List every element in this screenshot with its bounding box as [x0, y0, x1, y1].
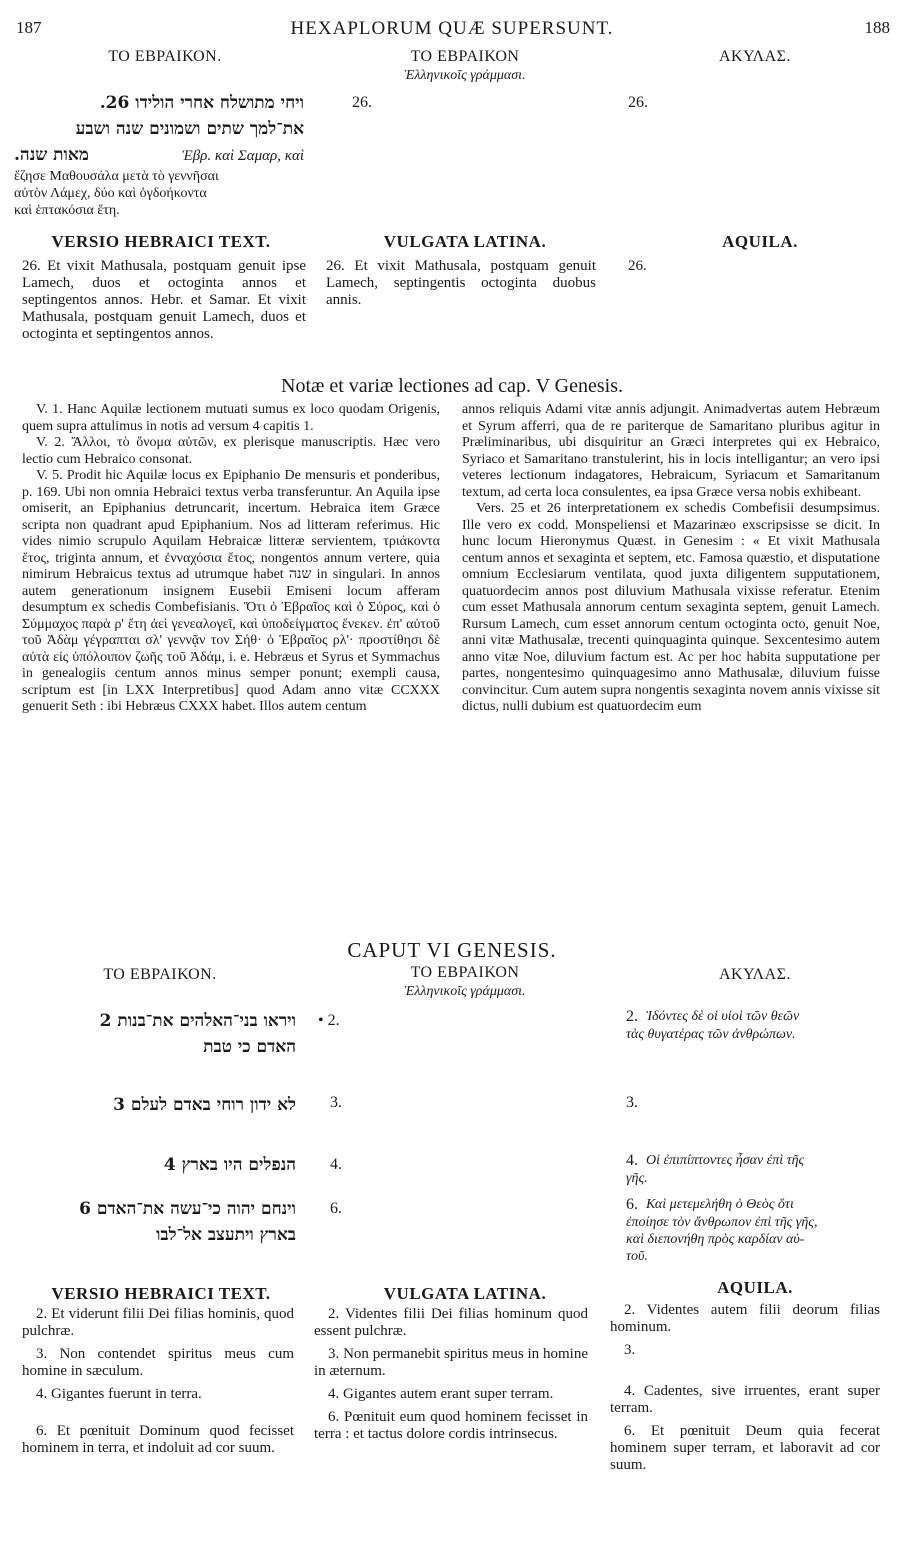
col-head-hebrew: ΤΟ ΕΒΡΑΙΚΟΝ. — [108, 48, 222, 65]
vulgata-verse: 2. Videntes filii Dei filias hominum quod essent pulchræ. — [314, 1306, 588, 1339]
running-title: HEXAPLORUM QUÆ SUPERSUNT. — [290, 18, 614, 39]
col-subhead-greek-letters: Ἑλληνικοῖς γράμμασι. — [404, 68, 526, 83]
hebrew-line: לא ידון רוחי באדם לעלם 3 — [113, 1095, 296, 1115]
note-paragraph: V. 5. Prodit hic Aquilæ locus ex Epiphanio De mensuris et ponderibus, p. 169. Ubi non omnia Hebraici textus verba transferuntur. An Aquila ipse omiserit, an Epiphanius detruncarit, incertum. Hebraica item Græce scripta non quadrant apud Epiphanium. Nos ad litteram referimus. Hic vides nimio scrupulo Aquilam Hebraicæ litteræ servientem, τριάκοντα ἔτος, triginta annum, et ἐνναχόσια ἔτος, nongentos annum vertere, quia nimirum Hebraicus textus ad utrumque habet שנה in singulari. In annos autem generationum insignem Eusebii Emiseni locum afferam desumptum ex schedis Combefisianis. Ὅτι ὁ Ἑβραῖος καὶ ὁ Σύρος, καὶ ὁ Σύμμαχος παρὰ ρ' ἔτη ἀεὶ γενεαλογεῖ, καὶ ὑποδείγματος ἕνεκεν. ἐπ' αὐτοῦ τοῦ Ἀδὰμ γέγραπται σλ' γεννᾷν τον Σήθ· ὁ Ἑβραῖος ρλ'· προστίθησι δὲ αὐτὰ εἰς ὑπόλοιπον ζωῆς τοῦ Ἀδάμ, i. e. Hebræus et Syrus et Symmachus in genealogiis centum annos minus semper ponunt; exempli causa, scriptum est [in LXX Interpretibus] quod Adam anno vitæ CCXXX genuerit Seth : ibi Hebræus CXXX habet. Illos autem centum — [22, 468, 440, 714]
vulgata-column — [314, 1306, 588, 1443]
page-number-left: 187 — [16, 18, 42, 37]
verse-number: 3. — [330, 1094, 342, 1111]
verse-number: 2. — [626, 1008, 638, 1025]
col-head-aquila: ΑΚΥΛΑΣ. — [718, 48, 791, 65]
greek-line: αὐτὸν Λάμεχ, δύο καὶ ὀγδοήκοντα — [14, 186, 207, 201]
aquila-verse: 6. Et pœnituit Deum quia fecerat hominem super terram, et laboravit ad cor suum. — [610, 1423, 880, 1473]
col-head-vulgata: VULGATA LATINA. — [383, 1284, 547, 1303]
hebrew-line: בארץ ויתעצב אל־לבו — [156, 1225, 296, 1245]
versio-text: 26. Et vixit Mathusala, postquam genuit ipse Lamech, duos et octoginta annos et septingentos annos. Hebr. et Samar. Et vixit Mathusala, postquam genuit Lamech, duos et octoginta et septingentos annos. — [22, 258, 306, 342]
greek-line: Οἱ ἐπιπίπτοντες ἦσαν ἐπὶ τῆς — [646, 1153, 805, 1168]
versio-verse: 2. Et viderunt filii Dei filias hominis, quod pulchræ. — [22, 1306, 294, 1339]
versio-verse: 6. Et pœnituit Dominum quod fecisset hominem in terra, et indoluit ad cor suum. — [22, 1423, 294, 1456]
col-subhead-greek-letters: Ἑλληνικοῖς γράμμασι. — [404, 984, 526, 999]
aquila-verse: 2. Videntes autem filii deorum filias hominum. — [610, 1302, 880, 1335]
versio-column — [22, 1306, 294, 1457]
note-paragraph: Vers. 25 et 26 interpretationem ex schedis Combefisii desumpsimus. Ille vero ex codd. Monspeliensi et Mazarinæo exscripsisse se dicit. In hunc locum Hieronymus Quæst. in Genesim : « Et vixit Mathusala centum annos et sexaginta et septem, etc. Famosa quæstio, et disputatione omnium Ecclesiarum ventilata, quod juxta diligentem supputationem, quatuordecim annos post diluvium Mathusala vixisse referatur. Etenim cum esset Mathusala annorum centum sexaginta septem, genuit Lamech. Rursum Lamech, cum esset annorum centum octoginta octo, genuit Noe, anni vitæ Mathusalæ, trecenti quinquaginta quinque. Sexcentesimo autem anno vitæ Noe, diluvium factum est. Ac per hoc habita supputatione per partes, nongentesimo quinquagesimo anno Mathusalæ, diluvium fuisse convincitur. Cum autem supra nongentis sexaginta novem annis vixisse sit dictus, nulli dubium est quatuordecim eum — [462, 501, 880, 714]
hebrew-line: מאות שנה. — [14, 145, 89, 165]
hebrew-text-block — [14, 90, 304, 219]
note-paragraph: annos reliquis Adami vitæ annis adjungit. Animadvertas autem Hebræum et Syrum afferri, qua de re pariterque de Samaritano pluribus agitur in Præliminaribus, ubi disquiritur an Græci interpretes qui ex Hebraico, Syriaco et Samaritano transtulerint, his in locis intelligantur; an vero ipsi veteres lectionum indagatores, Hebraicum, Syriacum et Samaritanum textum, ad certa loca consulentes, ea ipsa Græce versa nobis exhibeant. — [462, 402, 880, 500]
col-head-hebrew: ΤΟ ΕΒΡΑΙΚΟΝ. — [103, 966, 217, 983]
verse-number: 4. — [626, 1152, 638, 1169]
verse-number: 26. — [352, 94, 372, 111]
aquila-column — [610, 1302, 880, 1474]
vulgata-verse: 6. Pœnituit eum quod hominem fecisset in terra : et tactus dolore cordis intrinsecus. — [314, 1409, 588, 1442]
vulgata-verse: 3. Non permanebit spiritus meus in homine in æternum. — [314, 1346, 588, 1379]
hebrew-samaritan-note: Ἑβρ. καὶ Σαμαρ, καὶ — [182, 148, 304, 164]
greek-line: τὰς θυγατέρας τῶν ἀνθρώπων. — [626, 1027, 796, 1042]
notes-right-column — [462, 402, 880, 716]
hebrew-verse-3 — [14, 1092, 296, 1118]
col-head-vulgata: VULGATA LATINA. — [383, 232, 547, 251]
greek-line: τοῦ. — [626, 1249, 648, 1264]
verse-number: 26. — [628, 94, 648, 111]
verse-number: 3. — [626, 1094, 638, 1111]
hebrew-line: וינחם יהוה כי־עשה את־האדם 6 — [79, 1199, 296, 1219]
aquila-greek-verse-6 — [626, 1196, 882, 1265]
col-head-hebrew-greek: ΤΟ ΕΒΡΑΙΚΟΝ — [410, 48, 520, 65]
hebrew-line: ויראו בני־האלהים את־בנות 2 — [99, 1011, 296, 1031]
col-head-hebrew-greek: ΤΟ ΕΒΡΑΙΚΟΝ — [410, 964, 520, 981]
greek-line: γῆς. — [626, 1171, 648, 1186]
notes-title: Notæ et variæ lectiones ad cap. V Genesis. — [281, 375, 623, 397]
aquila-verse: 4. Cadentes, sive irruentes, erant super terram. — [610, 1383, 880, 1416]
hebrew-line: ויחי מתושלח אחרי הולידו 26. — [99, 93, 304, 113]
hebrew-line: את־למך שתים ושמונים שנה ושבע — [75, 119, 304, 139]
col-head-versio: VERSIO HEBRAICI TEXT. — [51, 1284, 271, 1303]
vulgata-text: 26. Et vixit Mathusala, postquam genuit Lamech, septingentis octoginta duobus annis. — [326, 258, 596, 308]
greek-line: ἔζησε Μαθουσάλα μετὰ τὸ γεννῆσαι — [14, 169, 219, 184]
note-paragraph: V. 1. Hanc Aquilæ lectionem mutuati sumus ex loco quodam Origenis, quem supra attulimus in notis ad versum 4 capitis 1. — [22, 402, 440, 434]
col-head-aquila: ΑΚΥΛΑΣ. — [718, 966, 791, 983]
chapter-title: CAPUT VI GENESIS. — [347, 938, 557, 962]
verse-number: 4. — [330, 1156, 342, 1173]
col-head-versio: VERSIO HEBRAICI TEXT. — [51, 232, 271, 251]
greek-line: καὶ διεπονήθη πρὸς καρδίαν αὐ- — [626, 1232, 805, 1247]
vulgata-verse: 4. Gigantes autem erant super terram. — [328, 1386, 554, 1402]
col-head-aquila-latin: AQUILA. — [722, 232, 798, 251]
greek-line: Ἰδόντες δὲ οἱ υἱοὶ τῶν θεῶν — [646, 1009, 800, 1024]
hebrew-verse-4 — [14, 1152, 296, 1178]
verse-number: • 2. — [318, 1012, 340, 1029]
greek-line: καὶ ἑπτακόσια ἔτη. — [14, 203, 120, 218]
aquila-verse: 3. — [624, 1342, 636, 1358]
col-head-aquila-latin: AQUILA. — [717, 1278, 793, 1297]
greek-line: ἐποίησε τὸν ἄνθρωπον ἐπὶ τῆς γῆς, — [626, 1215, 818, 1230]
page-number-right: 188 — [864, 18, 890, 37]
aquila-greek-verse-2 — [626, 1008, 882, 1043]
greek-line: Καὶ μετεμελήθη ὁ Θεὸς ὅτι — [646, 1197, 794, 1212]
notes-left-column — [22, 402, 440, 716]
note-paragraph: V. 2. Ἄλλοι, τὸ ὄνομα αὐτῶν, ex plerisque manuscriptis. Hæc vero lectio cum Hebraico consonat. — [22, 435, 440, 467]
versio-verse: 4. Gigantes fuerunt in terra. — [36, 1386, 202, 1402]
hebrew-verse-2 — [14, 1008, 296, 1060]
aquila-text: 26. — [628, 258, 647, 274]
aquila-greek-verse-4 — [626, 1152, 882, 1187]
verse-number: 6. — [330, 1200, 342, 1217]
versio-verse: 3. Non contendet spiritus meus cum homine in sæculum. — [22, 1346, 294, 1379]
hebrew-verse-6 — [14, 1196, 296, 1248]
hebrew-line: הנפלים היו בארץ 4 — [163, 1155, 296, 1175]
hebrew-line: האדם כי טבת — [203, 1037, 296, 1057]
verse-number: 6. — [626, 1196, 638, 1213]
